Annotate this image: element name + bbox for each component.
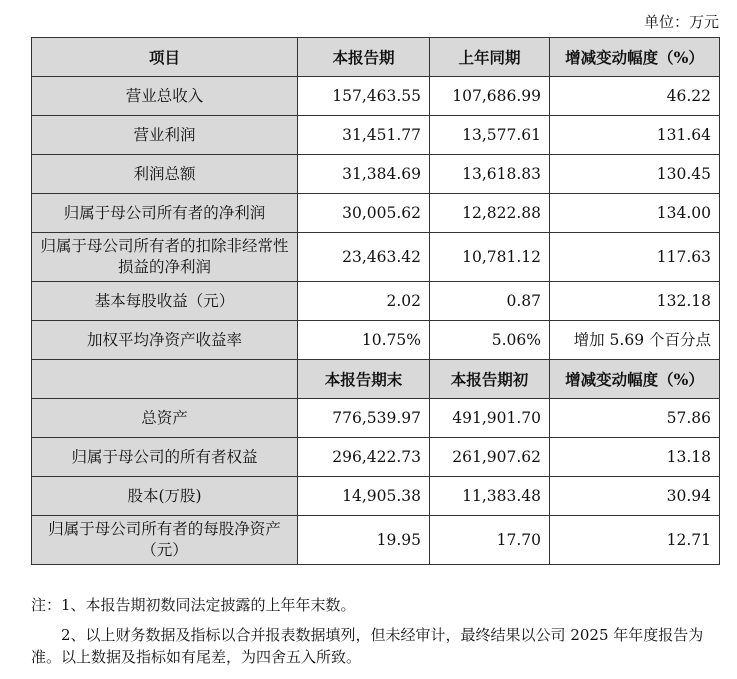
current-value: 157,463.55 (298, 77, 430, 116)
change-value: 13.18 (550, 438, 720, 477)
current-value: 23,463.42 (298, 233, 430, 282)
current-value: 776,539.97 (298, 399, 430, 438)
table-subheader-row (32, 360, 720, 399)
header-period-start: 本报告期初 (430, 360, 550, 399)
table-row (32, 321, 720, 360)
table-row (32, 399, 720, 438)
change-value: 30.94 (550, 477, 720, 516)
row-label: 基本每股收益（元） (32, 282, 298, 321)
row-label: 营业总收入 (32, 77, 298, 116)
header-current-period: 本报告期 (298, 38, 430, 77)
table-row (32, 477, 720, 516)
change-value: 131.64 (550, 116, 720, 155)
table-row (32, 282, 720, 321)
current-value: 31,384.69 (298, 155, 430, 194)
row-label: 归属于母公司所有者的净利润 (32, 194, 298, 233)
change-value: 46.22 (550, 77, 720, 116)
row-label: 利润总额 (32, 155, 298, 194)
table-row (32, 516, 720, 565)
current-value: 31,451.77 (298, 116, 430, 155)
previous-value: 10,781.12 (430, 233, 550, 282)
row-label: 归属于母公司所有者的扣除非经常性损益的净利润 (32, 233, 298, 282)
table-header-row (32, 38, 720, 77)
previous-value: 107,686.99 (430, 77, 550, 116)
row-label: 股本(万股) (32, 477, 298, 516)
previous-value: 5.06% (430, 321, 550, 360)
previous-value: 0.87 (430, 282, 550, 321)
change-value: 130.45 (550, 155, 720, 194)
financial-table (31, 37, 720, 565)
row-label: 归属于母公司所有者的每股净资产（元） (32, 516, 298, 565)
current-value: 296,422.73 (298, 438, 430, 477)
unit-label: 单位：万元 (643, 13, 719, 31)
row-label: 营业利润 (32, 116, 298, 155)
current-value: 10.75% (298, 321, 430, 360)
table-row (32, 233, 720, 282)
notes-section (31, 594, 719, 676)
header-change: 增减变动幅度（%） (550, 38, 720, 77)
table-row (32, 116, 720, 155)
note-2: 2、以上财务数据及指标以合并报表数据填列，但未经审计，最终结果以公司 2025 年年度报告为准。以上数据及指标如有尾差，为四舍五入所致。 (31, 626, 704, 666)
previous-value: 13,618.83 (430, 155, 550, 194)
note-1: 注：1、本报告期初数同法定披露的上年年末数。 (31, 596, 356, 614)
previous-value: 491,901.70 (430, 399, 550, 438)
row-label: 加权平均净资产收益率 (32, 321, 298, 360)
header-previous-period: 上年同期 (430, 38, 550, 77)
header-item: 项目 (32, 38, 298, 77)
table-row (32, 194, 720, 233)
header-period-end: 本报告期末 (298, 360, 430, 399)
previous-value: 13,577.61 (430, 116, 550, 155)
change-value: 57.86 (550, 399, 720, 438)
blank-header-cell (32, 360, 298, 399)
change-value: 增加 5.69 个百分点 (550, 321, 720, 360)
table-row (32, 155, 720, 194)
table-row (32, 77, 720, 116)
previous-value: 12,822.88 (430, 194, 550, 233)
previous-value: 17.70 (430, 516, 550, 565)
change-value: 12.71 (550, 516, 720, 565)
change-value: 132.18 (550, 282, 720, 321)
row-label: 归属于母公司的所有者权益 (32, 438, 298, 477)
row-label: 总资产 (32, 399, 298, 438)
header-change: 增减变动幅度（%） (550, 360, 720, 399)
previous-value: 11,383.48 (430, 477, 550, 516)
change-value: 134.00 (550, 194, 720, 233)
current-value: 2.02 (298, 282, 430, 321)
table-row (32, 438, 720, 477)
change-value: 117.63 (550, 233, 720, 282)
previous-value: 261,907.62 (430, 438, 550, 477)
current-value: 14,905.38 (298, 477, 430, 516)
current-value: 19.95 (298, 516, 430, 565)
current-value: 30,005.62 (298, 194, 430, 233)
